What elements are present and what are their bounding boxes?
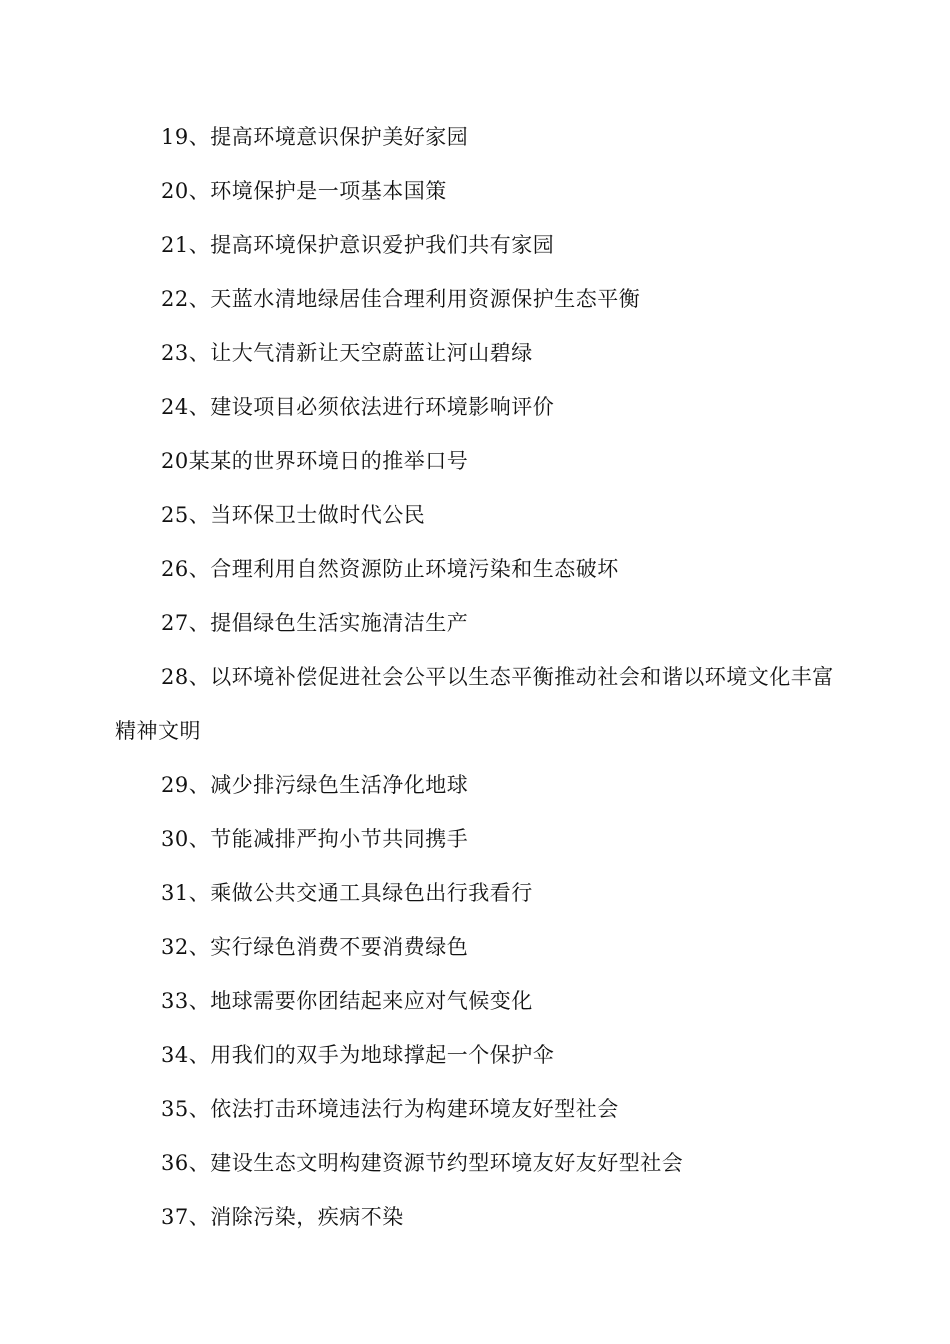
slogan-line-20: 20、环境保护是一项基本国策 [161, 179, 447, 203]
slogan-line-34: 34、用我们的双手为地球撑起一个保护伞 [161, 1043, 555, 1067]
slogan-line-30: 30、节能减排严拘小节共同携手 [161, 827, 469, 851]
slogan-line-25: 25、当环保卫士做时代公民 [161, 503, 426, 527]
slogan-line-21: 21、提高环境保护意识爱护我们共有家园 [161, 233, 555, 257]
slogan-line-24: 24、建设项目必须依法进行环境影响评价 [161, 395, 555, 419]
slogan-line-27: 27、提倡绿色生活实施清洁生产 [161, 611, 469, 635]
slogan-line-35: 35、依法打击环境违法行为构建环境友好型社会 [161, 1097, 619, 1121]
slogan-list [115, 110, 845, 1244]
slogan-line-36: 36、建设生态文明构建资源节约型环境友好友好型社会 [161, 1151, 684, 1175]
slogan-line-32: 32、实行绿色消费不要消费绿色 [161, 935, 469, 959]
slogan-line-26: 26、合理利用自然资源防止环境污染和生态破坏 [161, 557, 619, 581]
slogan-line-23: 23、让大气清新让天空蔚蓝让河山碧绿 [161, 341, 533, 365]
slogan-line-31: 31、乘做公共交通工具绿色出行我看行 [161, 881, 533, 905]
slogan-line-37: 37、消除污染，疾病不染 [161, 1205, 404, 1229]
section-heading: 20某某的世界环境日的推举口号 [161, 449, 469, 473]
slogan-line-29: 29、减少排污绿色生活净化地球 [161, 773, 469, 797]
slogan-line-28: 28、以环境补偿促进社会公平以生态平衡推动社会和谐以环境文化丰富精神文明 [115, 665, 834, 743]
slogan-line-19: 19、提高环境意识保护美好家园 [161, 125, 469, 149]
slogan-line-22: 22、天蓝水清地绿居佳合理利用资源保护生态平衡 [161, 287, 641, 311]
slogan-line-33: 33、地球需要你团结起来应对气候变化 [161, 989, 533, 1013]
